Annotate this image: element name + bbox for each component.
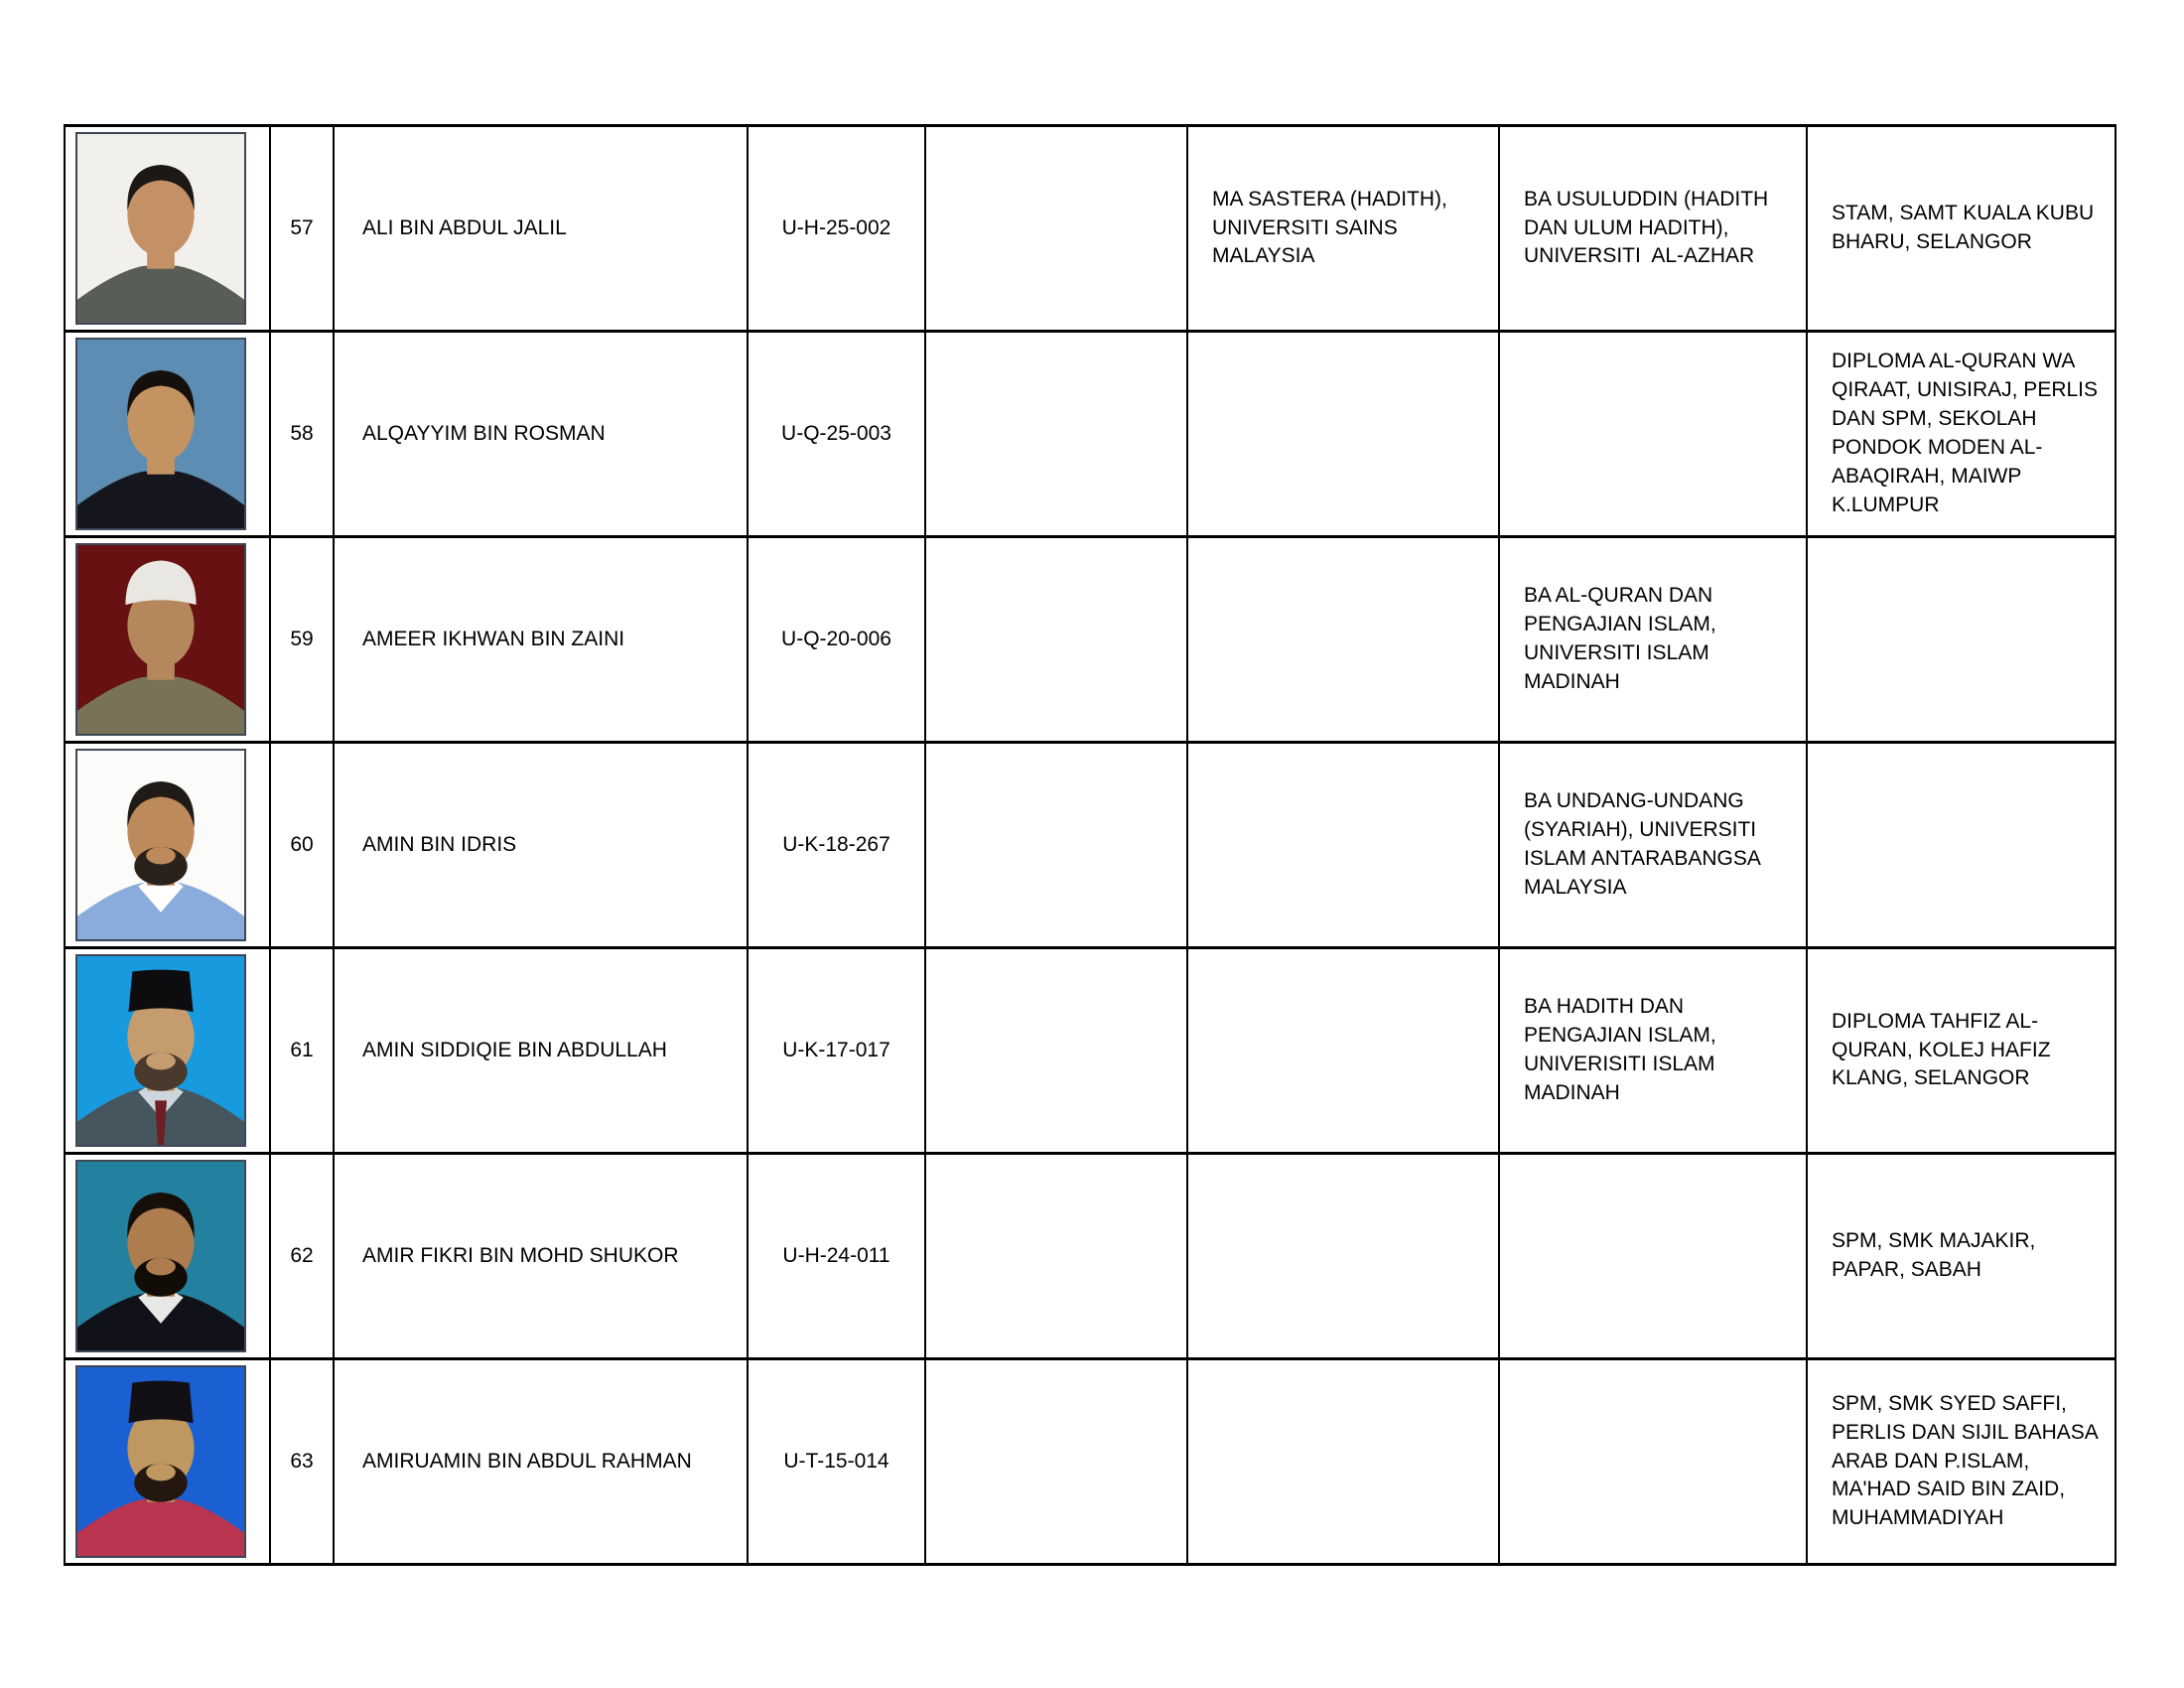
code-cell: U-H-25-002	[748, 126, 925, 332]
ma-qualification-cell: MA SASTERA (HADITH), UNIVERSITI SAINS MALAYSIA	[1187, 126, 1499, 332]
ma-qualification-cell	[1187, 537, 1499, 743]
ma-qualification-cell	[1187, 1359, 1499, 1565]
row-number: 61	[270, 948, 334, 1154]
portrait-photo	[75, 749, 246, 941]
portrait-photo	[75, 1365, 246, 1558]
name-cell: AMEER IKHWAN BIN ZAINI	[334, 537, 748, 743]
code-cell: U-T-15-014	[748, 1359, 925, 1565]
empty-cell	[925, 332, 1187, 537]
ba-qualification-cell: BA HADITH DAN PENGAJIAN ISLAM, UNIVERISITI ISLAM MADINAH	[1499, 948, 1807, 1154]
empty-cell	[925, 1154, 1187, 1359]
other-qualification-cell: SPM, SMK MAJAKIR, PAPAR, SABAH	[1807, 1154, 2116, 1359]
row-number: 60	[270, 743, 334, 948]
candidates-table	[64, 124, 2116, 1566]
portrait-photo	[75, 1160, 246, 1352]
ba-qualification-cell	[1499, 1154, 1807, 1359]
row-number: 62	[270, 1154, 334, 1359]
other-qualification-cell	[1807, 537, 2116, 743]
photo-cell	[65, 537, 270, 743]
ba-qualification-cell	[1499, 332, 1807, 537]
empty-cell	[925, 948, 1187, 1154]
other-qualification-cell: SPM, SMK SYED SAFFI, PERLIS DAN SIJIL BAHASA ARAB DAN P.ISLAM, MA'HAD SAID BIN ZAID, MUHAMMADIYAH	[1807, 1359, 2116, 1565]
ba-qualification-cell: BA USULUDDIN (HADITH DAN ULUM HADITH), UNIVERSITI AL-AZHAR	[1499, 126, 1807, 332]
ma-qualification-cell	[1187, 332, 1499, 537]
row-number: 59	[270, 537, 334, 743]
row-number: 63	[270, 1359, 334, 1565]
portrait-photo	[75, 543, 246, 736]
other-qualification-cell	[1807, 743, 2116, 948]
name-cell: AMIN BIN IDRIS	[334, 743, 748, 948]
name-cell: AMIRUAMIN BIN ABDUL RAHMAN	[334, 1359, 748, 1565]
photo-cell	[65, 1359, 270, 1565]
empty-cell	[925, 743, 1187, 948]
code-cell: U-K-17-017	[748, 948, 925, 1154]
table-row	[65, 948, 2116, 1154]
ba-qualification-cell: BA AL-QURAN DAN PENGAJIAN ISLAM, UNIVERSITI ISLAM MADINAH	[1499, 537, 1807, 743]
row-number: 58	[270, 332, 334, 537]
table-row	[65, 537, 2116, 743]
photo-cell	[65, 332, 270, 537]
table-row	[65, 1359, 2116, 1565]
photo-cell	[65, 743, 270, 948]
photo-cell	[65, 1154, 270, 1359]
empty-cell	[925, 1359, 1187, 1565]
empty-cell	[925, 126, 1187, 332]
portrait-photo	[75, 338, 246, 530]
ma-qualification-cell	[1187, 1154, 1499, 1359]
ba-qualification-cell	[1499, 1359, 1807, 1565]
other-qualification-cell: DIPLOMA AL-QURAN WA QIRAAT, UNISIRAJ, PERLIS DAN SPM, SEKOLAH PONDOK MODEN AL-ABAQIRAH, MAIWP K.LUMPUR	[1807, 332, 2116, 537]
ma-qualification-cell	[1187, 743, 1499, 948]
empty-cell	[925, 537, 1187, 743]
table-row	[65, 743, 2116, 948]
code-cell: U-Q-20-006	[748, 537, 925, 743]
photo-cell	[65, 948, 270, 1154]
ba-qualification-cell: BA UNDANG-UNDANG (SYARIAH), UNIVERSITI ISLAM ANTARABANGSA MALAYSIA	[1499, 743, 1807, 948]
table-row	[65, 126, 2116, 332]
photo-cell	[65, 126, 270, 332]
other-qualification-cell: STAM, SAMT KUALA KUBU BHARU, SELANGOR	[1807, 126, 2116, 332]
table-row	[65, 332, 2116, 537]
name-cell: AMIR FIKRI BIN MOHD SHUKOR	[334, 1154, 748, 1359]
other-qualification-cell: DIPLOMA TAHFIZ AL-QURAN, KOLEJ HAFIZ KLANG, SELANGOR	[1807, 948, 2116, 1154]
code-cell: U-Q-25-003	[748, 332, 925, 537]
portrait-photo	[75, 954, 246, 1147]
portrait-photo	[75, 132, 246, 325]
ma-qualification-cell	[1187, 948, 1499, 1154]
table-row	[65, 1154, 2116, 1359]
code-cell: U-K-18-267	[748, 743, 925, 948]
name-cell: AMIN SIDDIQIE BIN ABDULLAH	[334, 948, 748, 1154]
name-cell: ALI BIN ABDUL JALIL	[334, 126, 748, 332]
name-cell: ALQAYYIM BIN ROSMAN	[334, 332, 748, 537]
row-number: 57	[270, 126, 334, 332]
code-cell: U-H-24-011	[748, 1154, 925, 1359]
